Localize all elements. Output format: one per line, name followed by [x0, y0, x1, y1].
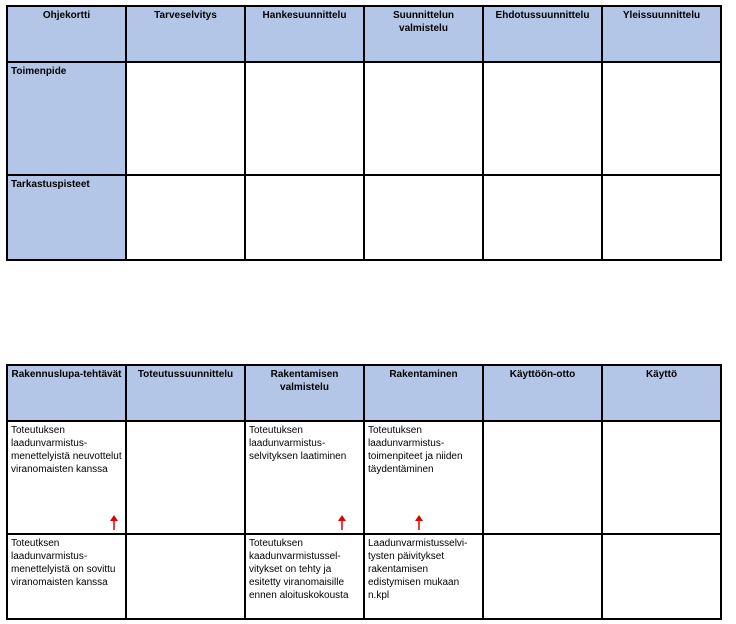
table-cell: [7, 534, 126, 619]
header-ohjekortti: Ohjekortti: [7, 6, 126, 62]
table-cell: [126, 421, 245, 534]
header-tarveselvitys: Tarveselvitys: [126, 6, 245, 62]
row-tarkastuspisteet: [7, 534, 721, 619]
cell-text: Toteutksen laadunvarmistus-menettelyistä on sovittu viranomaisten kanssa: [11, 538, 116, 588]
row-tarkastuspisteet: [7, 175, 721, 260]
table-cell: [602, 62, 721, 175]
header-toteutussuunnittelu: Toteutussuunnittelu: [126, 365, 245, 421]
cell-text: Toteutuksen laadunvarmistus-toimenpiteet ja niiden täydentäminen: [368, 425, 463, 475]
row-label-toimenpide: Toimenpide: [7, 62, 126, 175]
table-cell: [364, 175, 483, 260]
header-row: [7, 365, 721, 421]
header-suunnittelun-valmistelu: Suunnittelun valmistelu: [364, 6, 483, 62]
table-cell: [483, 421, 602, 534]
table-cell: [364, 534, 483, 619]
table-cell: [483, 175, 602, 260]
table-cell: [7, 421, 126, 534]
header-kayttoonotto: Käyttöön-otto: [483, 365, 602, 421]
table-cell: [602, 534, 721, 619]
phase-table-planning: [6, 5, 722, 261]
table-cell: [364, 62, 483, 175]
header-row: [7, 6, 721, 62]
row-toimenpide: [7, 62, 721, 175]
header-kaytto: Käyttö: [602, 365, 721, 421]
header-yleissuunnittelu: Yleissuunnittelu: [602, 6, 721, 62]
header-rakentaminen: Rakentaminen: [364, 365, 483, 421]
table-cell: [126, 62, 245, 175]
table-cell: [245, 62, 364, 175]
table-cell: [245, 534, 364, 619]
table-cell: [602, 175, 721, 260]
header-rakennuslupatehtavat: Rakennuslupa-tehtävät: [7, 365, 126, 421]
header-rakentamisen-valmistelu: Rakentamisen valmistelu: [245, 365, 364, 421]
arrow-up-icon: [110, 515, 118, 531]
row-toimenpide: [7, 421, 721, 534]
header-hankesuunnittelu: Hankesuunnittelu: [245, 6, 364, 62]
table-cell: [245, 421, 364, 534]
cell-text: Toteutuksen laadunvarmistus-menettelyistä neuvottelut viranomaisten kanssa: [11, 425, 122, 475]
table-cell: [126, 175, 245, 260]
cell-text: Laadunvarmistusselvi-tysten päivitykset rakentamisen edistymisen mukaan n.kpl: [368, 538, 468, 601]
arrow-up-icon: [415, 515, 423, 531]
row-label-tarkastuspisteet: Tarkastuspisteet: [7, 175, 126, 260]
phase-table-construction: [6, 364, 722, 620]
cell-text: Toteutuksen kaadunvarmistussel-vitykset on tehty ja esitetty viranomaisille ennen aloituskokousta: [249, 538, 349, 601]
cell-text: Toteutuksen laadunvarmistus-selvityksen laatiminen: [249, 425, 347, 462]
table-cell: [483, 534, 602, 619]
table-cell: [245, 175, 364, 260]
table-cell: [364, 421, 483, 534]
table-cell: [126, 534, 245, 619]
table-cell: [483, 62, 602, 175]
header-ehdotussuunnittelu: Ehdotussuunnittelu: [483, 6, 602, 62]
table-cell: [602, 421, 721, 534]
arrow-up-icon: [338, 515, 346, 531]
